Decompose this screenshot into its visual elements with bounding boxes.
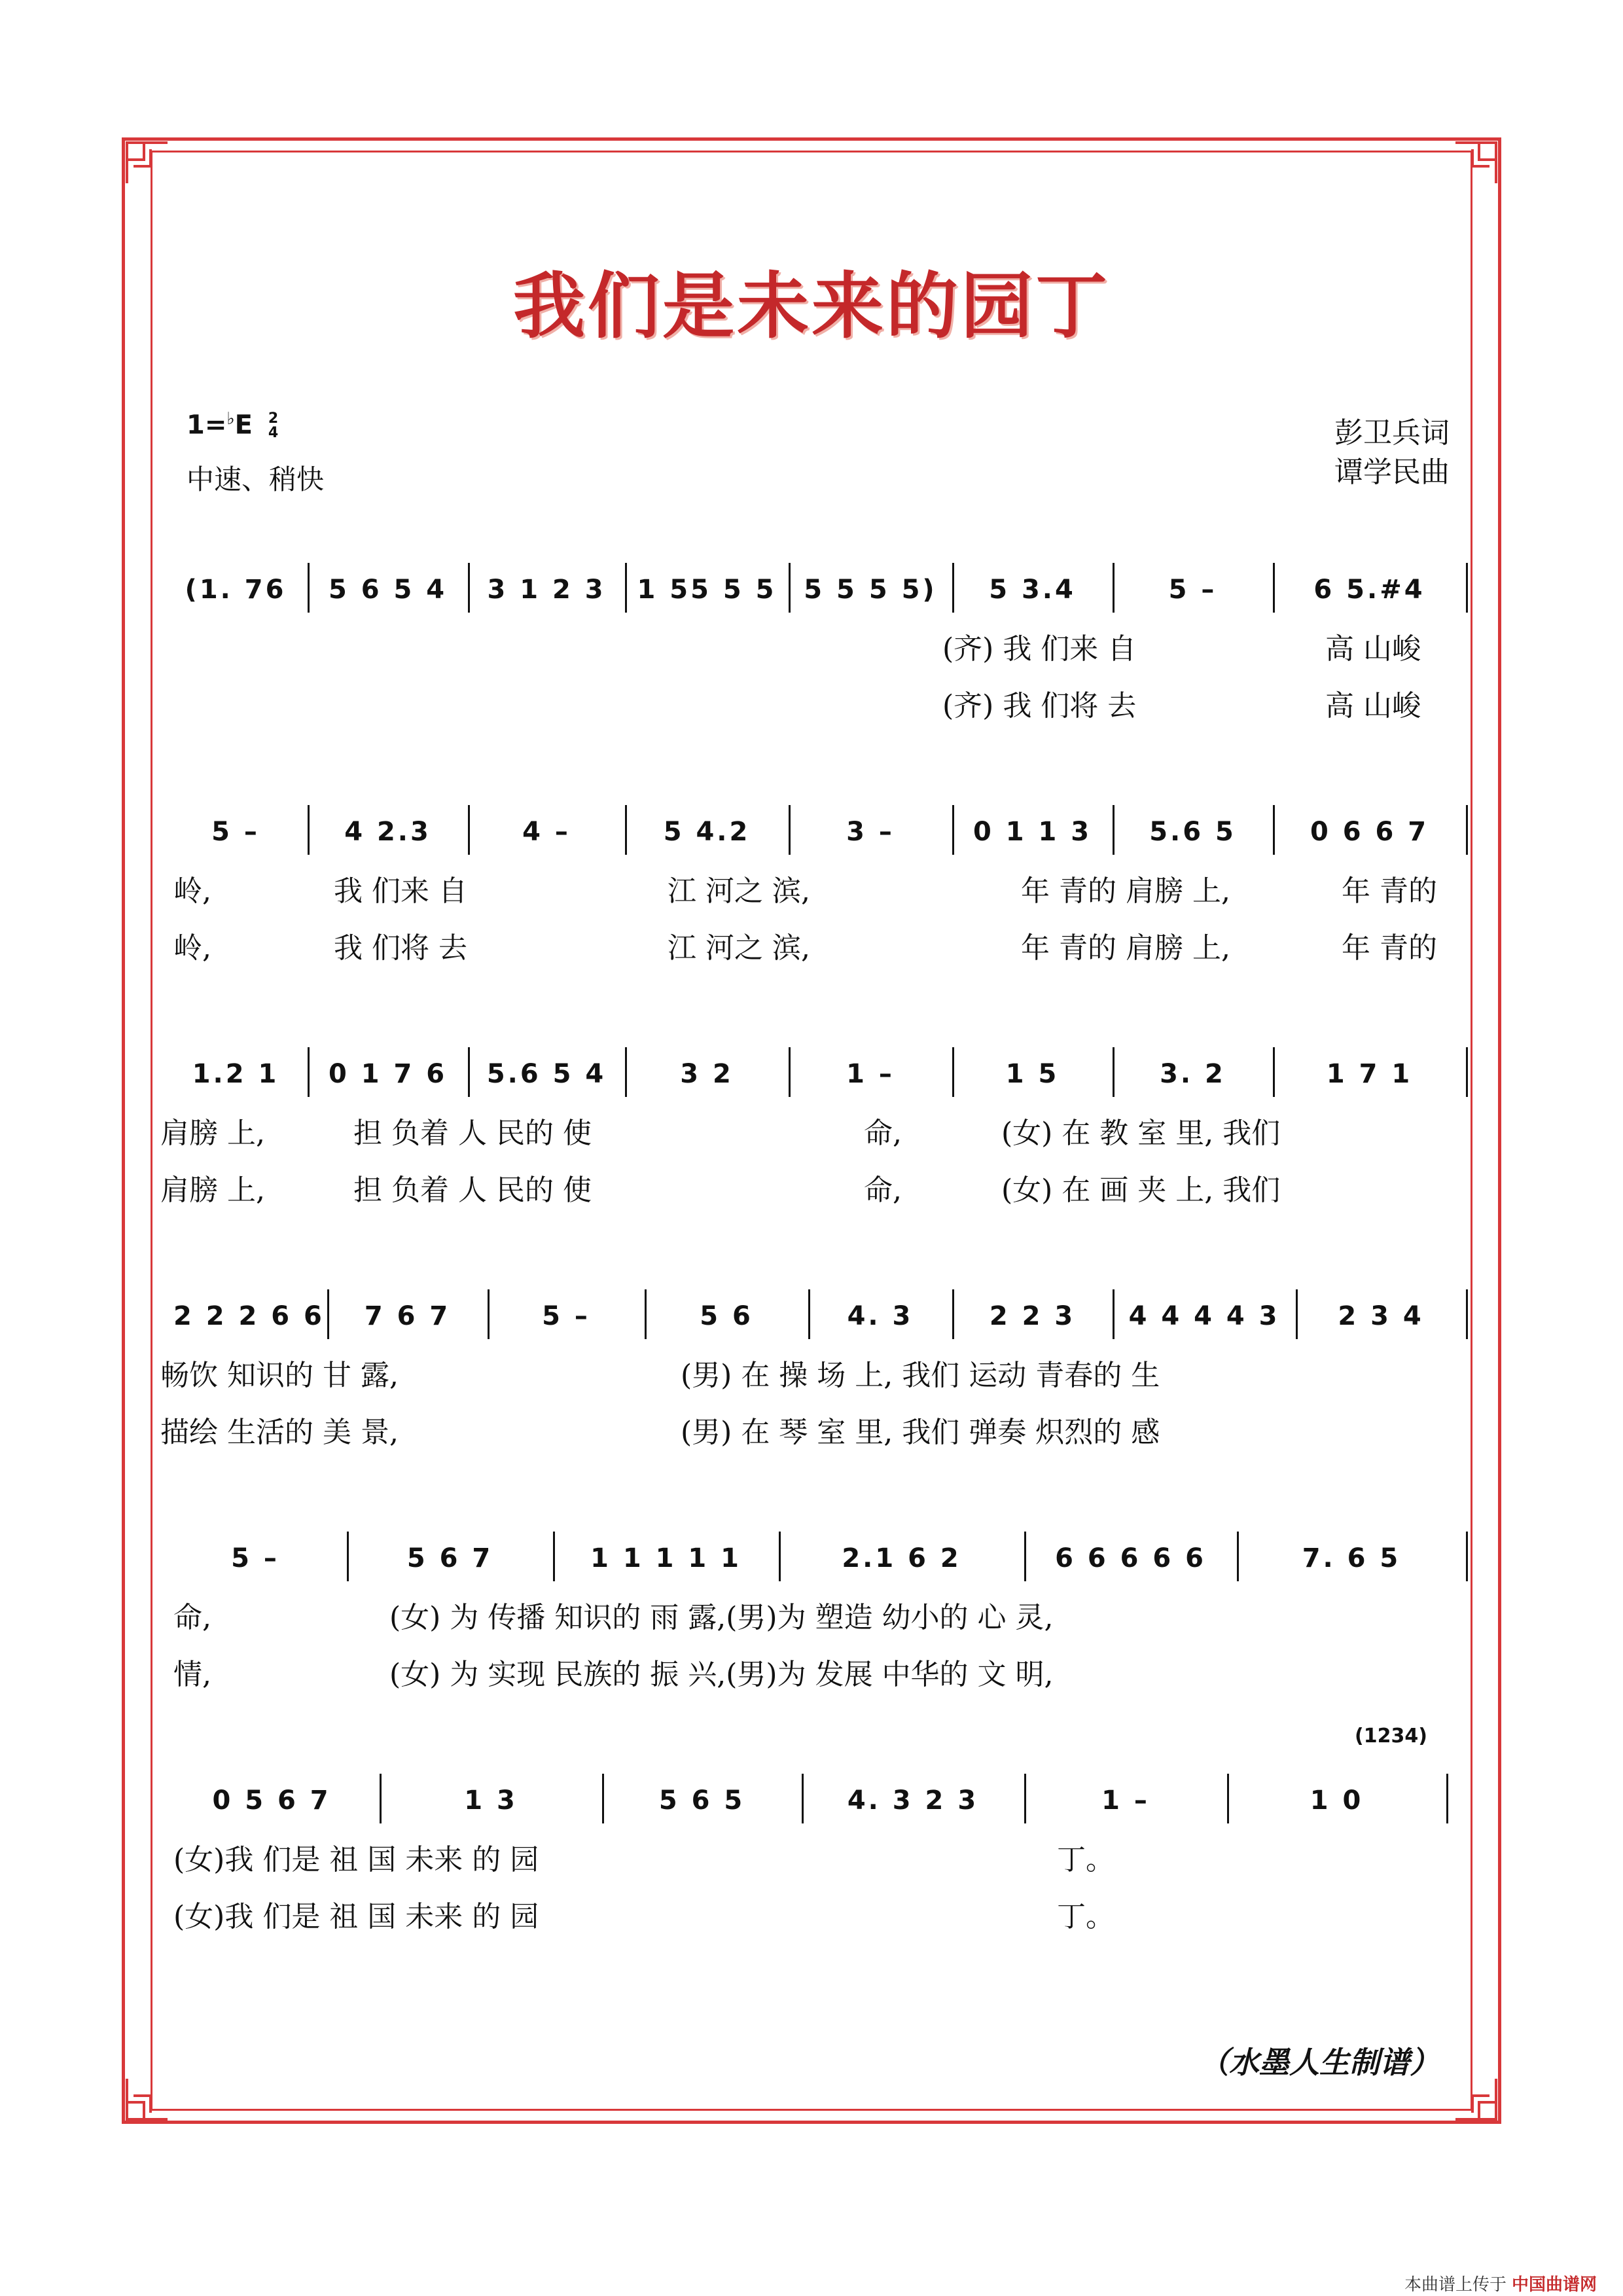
measure: 0 5 6 7	[212, 1785, 331, 1816]
barline	[308, 563, 310, 613]
lyric-phrase: 高 山峻	[1325, 689, 1421, 723]
measure: (1. 76	[185, 575, 287, 605]
watermark-logo: 中国曲谱网	[1511, 2275, 1597, 2295]
lyric-line-1	[157, 1352, 1466, 1391]
measure: 0 1 1 3	[972, 817, 1092, 847]
score-system	[157, 1532, 1466, 1715]
lyric-phrase: 命,	[173, 1601, 211, 1634]
score-system	[157, 805, 1466, 988]
lyric-phrase: (齐) 我 们来 自	[942, 632, 1137, 666]
barline	[789, 805, 791, 855]
measure: 5.6 5	[1149, 817, 1236, 847]
barline	[779, 1532, 781, 1581]
lyric-phrase: 命,	[864, 1174, 902, 1207]
measure: 3 1 2 3	[487, 575, 606, 605]
lyric-phrase: 畅饮 知识的 甘 露,	[160, 1359, 399, 1392]
lyric-line-1	[157, 1109, 1466, 1149]
measure: 5 6 5	[658, 1785, 745, 1816]
lyric-line-2	[157, 924, 1466, 963]
barline	[1466, 805, 1468, 855]
lyric-phrase: 我 们将 去	[334, 931, 467, 965]
tempo-marking: 中速、稍快	[187, 463, 325, 495]
lyric-phrase: 命,	[864, 1117, 902, 1150]
measure: 1 0	[1310, 1785, 1364, 1816]
lyric-phrase: (女) 为 传播 知识的 雨 露,(男)为 塑造 幼小的 心 灵,	[389, 1601, 1054, 1634]
lyric-line-1	[157, 867, 1466, 906]
flat-sign: ♭	[226, 409, 235, 429]
measure: 2.1 6 2	[842, 1543, 961, 1573]
measure: 7. 6 5	[1302, 1543, 1401, 1573]
lyricist-credit: 彭卫兵词	[1334, 416, 1450, 450]
lyric-phrase: 丁。	[1057, 1843, 1115, 1876]
lyric-phrase: 担 负着 人 民的 使	[353, 1174, 592, 1207]
barline	[625, 1047, 627, 1097]
measure: 1 –	[846, 1059, 895, 1089]
measure: 1 1 1 1 1	[590, 1543, 741, 1573]
barline	[468, 1047, 470, 1097]
measure: 6 5.#4	[1313, 575, 1425, 605]
lyric-phrase: (女)我 们是 祖 国 未来 的 园	[173, 1843, 539, 1876]
barline	[1113, 563, 1115, 613]
barline	[1273, 563, 1275, 613]
measure: 2 2 2 6 6	[173, 1301, 325, 1331]
measure: 5 3.4	[989, 575, 1076, 605]
measure: 5.6 5 4	[486, 1059, 607, 1089]
measure: 4. 3 2 3	[847, 1785, 979, 1816]
measure: 0 1 7 6	[328, 1059, 448, 1089]
barline	[1237, 1532, 1239, 1581]
barline	[1296, 1289, 1298, 1339]
barline	[1446, 1774, 1448, 1823]
measure: 7 6 7	[364, 1301, 451, 1331]
lyric-line-2	[157, 682, 1466, 721]
barline	[380, 1774, 382, 1823]
lyric-phrase: (男) 在 操 场 上, 我们 运动 青春的 生	[681, 1359, 1160, 1392]
barline	[488, 1289, 490, 1339]
key-label: 1=	[187, 410, 227, 440]
measure: 2 2 3	[989, 1301, 1076, 1331]
time-signature	[268, 412, 278, 440]
corner-ornament-tr	[1453, 140, 1499, 186]
score-system	[157, 563, 1466, 746]
composer-credit: 谭学民曲	[1334, 456, 1450, 489]
lyric-phrase: 岭,	[173, 874, 211, 908]
lyric-line-1	[157, 625, 1466, 664]
notation-row	[157, 1047, 1466, 1100]
lyric-phrase: 描绘 生活的 美 景,	[160, 1416, 399, 1449]
measure: 5 –	[542, 1301, 590, 1331]
barline	[602, 1774, 604, 1823]
measure: 1 –	[1101, 1785, 1150, 1816]
barline	[952, 1047, 954, 1097]
measure: 1 55 5 5	[637, 575, 777, 605]
score-system	[157, 1725, 1466, 1957]
lyric-line-2	[157, 1408, 1466, 1448]
barline	[1466, 563, 1468, 613]
notation-row	[157, 1289, 1466, 1342]
measure: 3. 2	[1160, 1059, 1226, 1089]
corner-ornament-br	[1453, 2076, 1499, 2122]
barline	[952, 563, 954, 613]
measure: 4 2.3	[344, 817, 431, 847]
barline	[802, 1774, 804, 1823]
lyric-phrase: (男) 在 琴 室 里, 我们 弹奏 炽烈的 感	[681, 1416, 1160, 1449]
barline	[1113, 805, 1115, 855]
barline	[1273, 1047, 1275, 1097]
lyric-line-2	[157, 1651, 1466, 1690]
measure: 5 6 5 4	[328, 575, 448, 605]
lyric-line-2	[157, 1893, 1466, 1932]
key-signature	[187, 409, 278, 440]
barline	[1024, 1532, 1026, 1581]
barline	[645, 1289, 647, 1339]
measure: 3 –	[846, 817, 895, 847]
barline	[789, 1047, 791, 1097]
lyric-phrase: (女) 在 教 室 里, 我们	[1001, 1117, 1281, 1150]
notation-row	[157, 1725, 1466, 1826]
barline	[1227, 1774, 1229, 1823]
lyric-phrase: 担 负着 人 民的 使	[353, 1117, 592, 1150]
barline	[1113, 1047, 1115, 1097]
barline	[1466, 1047, 1468, 1097]
notation-row	[157, 805, 1466, 857]
measure: 1.2 1	[192, 1059, 279, 1089]
lyric-phrase: 年 青的 肩膀 上,	[1021, 874, 1230, 908]
lyric-phrase: 我 们来 自	[334, 874, 467, 908]
lyric-phrase: 年 青的	[1342, 931, 1437, 965]
barline	[789, 563, 791, 613]
lyric-line-1	[157, 1836, 1466, 1875]
barline	[1273, 805, 1275, 855]
lyric-phrase: (女) 在 画 夹 上, 我们	[1001, 1174, 1281, 1207]
arranger-credit: （水墨人生制谱）	[1199, 2045, 1440, 2080]
measure: 0 6 6 7	[1310, 817, 1429, 847]
barline	[468, 805, 470, 855]
lyric-line-2	[157, 1166, 1466, 1206]
barline	[553, 1532, 555, 1581]
lyric-phrase: (女)我 们是 祖 国 未来 的 园	[173, 1900, 539, 1933]
corner-ornament-tl	[124, 140, 170, 186]
measure: 3 2	[680, 1059, 734, 1089]
notation-row	[157, 1532, 1466, 1584]
lyric-phrase: 江 河之 滨,	[668, 874, 810, 908]
barline	[468, 563, 470, 613]
lyric-phrase: 江 河之 滨,	[668, 931, 810, 965]
measure: 1 3	[464, 1785, 518, 1816]
lyric-phrase: 肩膀 上,	[160, 1174, 265, 1207]
corner-ornament-bl	[124, 2076, 170, 2122]
barline	[952, 805, 954, 855]
barline	[327, 1289, 329, 1339]
measure: 1 5	[1005, 1059, 1060, 1089]
time-top: 2	[268, 410, 279, 427]
measure: 5 4.2	[663, 817, 751, 847]
measure: 6 6 6 6 6	[1055, 1543, 1206, 1573]
measure: 5 –	[1168, 575, 1217, 605]
barline	[347, 1532, 349, 1581]
site-watermark	[1404, 2271, 1597, 2295]
measure: 5 –	[231, 1543, 279, 1573]
key-note: E	[234, 410, 253, 440]
measure: 5 6 7	[406, 1543, 493, 1573]
song-title: 我们是未来的园丁	[513, 264, 1110, 348]
measure: 5 6	[700, 1301, 753, 1331]
lyric-phrase: 丁。	[1057, 1900, 1115, 1933]
lyric-line-1	[157, 1594, 1466, 1633]
lyric-phrase: 高 山峻	[1325, 632, 1421, 666]
measure: 4 4 4 4 3	[1128, 1301, 1280, 1331]
barline	[1466, 1532, 1468, 1581]
barline	[1466, 1289, 1468, 1339]
lyric-phrase: 情,	[173, 1658, 211, 1691]
lyric-phrase: 年 青的	[1342, 874, 1437, 908]
lyric-phrase: 岭,	[173, 931, 211, 965]
score-system	[157, 1047, 1466, 1230]
lyric-phrase: 年 青的 肩膀 上,	[1021, 931, 1230, 965]
lyric-phrase: (齐) 我 们将 去	[942, 689, 1137, 723]
measure: 5 –	[211, 817, 260, 847]
watermark-text: 本曲谱上传于	[1404, 2275, 1507, 2295]
measure: 2 3 4	[1338, 1301, 1424, 1331]
barline	[1024, 1774, 1026, 1823]
measure: 5 5 5 5)	[804, 575, 937, 605]
barline	[1113, 1289, 1115, 1339]
barline	[625, 805, 627, 855]
barline	[308, 1047, 310, 1097]
lyric-phrase: 肩膀 上,	[160, 1117, 265, 1150]
measure: 4. 3	[847, 1301, 914, 1331]
barline	[808, 1289, 810, 1339]
notation-row	[157, 563, 1466, 615]
lyric-phrase: (女) 为 实现 民族的 振 兴,(男)为 发展 中华的 文 明,	[389, 1658, 1054, 1691]
score-system	[157, 1289, 1466, 1473]
measure: 4 –	[522, 817, 571, 847]
barline	[625, 563, 627, 613]
measure: 1 7 1	[1326, 1059, 1413, 1089]
time-bottom: 4	[268, 425, 279, 442]
volta-label: (1234)	[1355, 1725, 1427, 1748]
barline	[308, 805, 310, 855]
barline	[952, 1289, 954, 1339]
